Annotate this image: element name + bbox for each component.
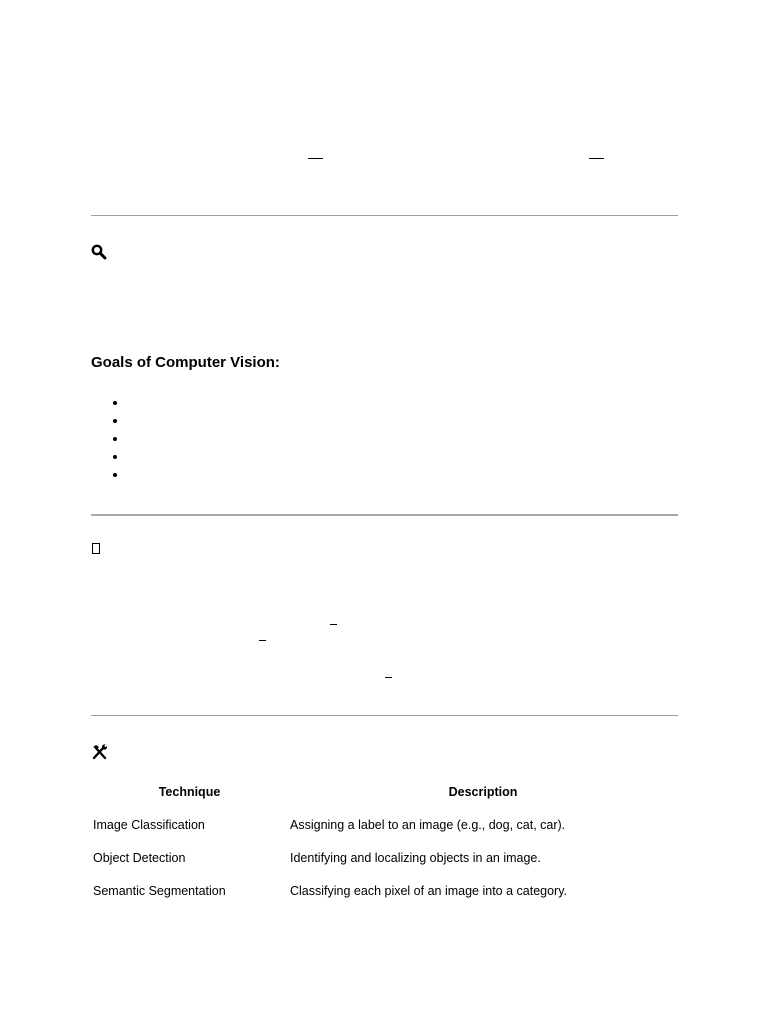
description-cell: Identifying and localizing objects in an image. xyxy=(290,850,541,865)
table-header-row xyxy=(91,775,678,808)
techniques-table xyxy=(91,775,678,907)
section-divider xyxy=(91,715,678,716)
dash-mark xyxy=(330,624,337,625)
technique-cell: Semantic Segmentation xyxy=(93,883,226,898)
technique-cell: Image Classification xyxy=(93,817,205,832)
table-row xyxy=(91,808,678,841)
dash-mark xyxy=(385,677,392,678)
dash-mark xyxy=(589,158,604,159)
magnifying-glass-icon xyxy=(91,244,107,260)
missing-glyph-icon xyxy=(92,543,100,554)
column-header-description: Description xyxy=(448,784,518,799)
dash-mark xyxy=(308,158,323,159)
table-row xyxy=(91,874,678,907)
goals-heading: Goals of Computer Vision: xyxy=(91,354,280,371)
description-cell: Assigning a label to an image (e.g., dog, cat, car). xyxy=(290,817,566,832)
column-header-technique: Technique xyxy=(158,784,221,799)
hammer-wrench-icon xyxy=(91,744,108,761)
table-row xyxy=(91,841,678,874)
description-cell: Classifying each pixel of an image into a category. xyxy=(290,883,568,898)
dash-mark xyxy=(259,640,266,641)
technique-cell: Object Detection xyxy=(93,850,186,865)
section-divider xyxy=(91,215,678,216)
section-divider xyxy=(91,514,678,516)
